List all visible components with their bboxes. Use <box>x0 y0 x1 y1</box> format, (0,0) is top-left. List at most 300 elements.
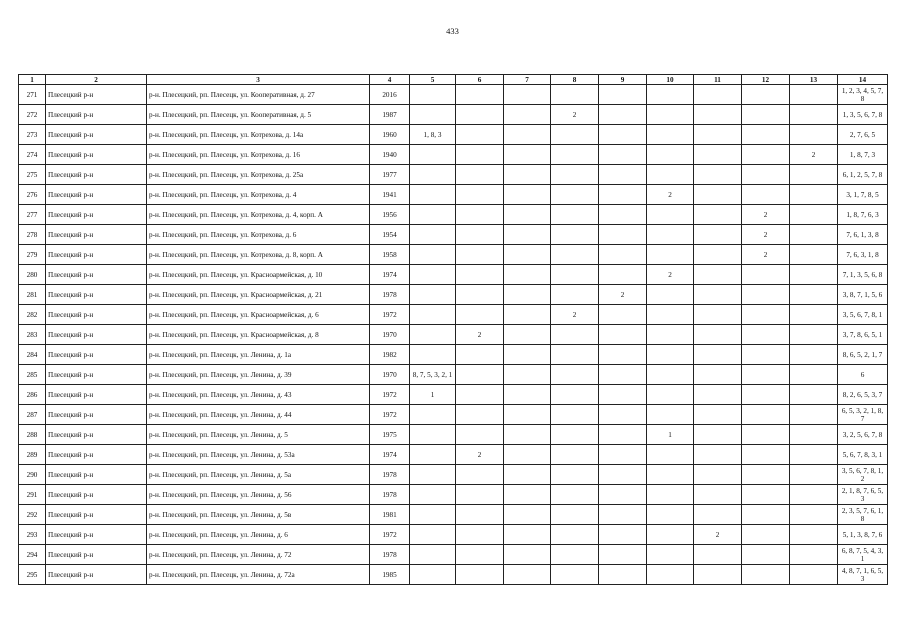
table-cell: 2 <box>742 205 790 225</box>
table-cell <box>647 465 694 485</box>
table-cell: 2016 <box>370 85 410 105</box>
table-cell <box>790 465 838 485</box>
table-cell: 2 <box>551 105 599 125</box>
table-cell <box>504 405 551 425</box>
table-row <box>19 425 888 445</box>
table-cell <box>504 525 551 545</box>
table-cell: 3, 1, 7, 8, 5 <box>838 185 888 205</box>
table-cell <box>694 485 742 505</box>
table-cell: 2 <box>742 245 790 265</box>
table-cell: 7, 1, 3, 5, 6, 8 <box>838 265 888 285</box>
table-row <box>19 105 888 125</box>
table-cell <box>790 325 838 345</box>
table-cell: 7, 6, 1, 3, 8 <box>838 225 888 245</box>
table-cell: 1954 <box>370 225 410 245</box>
table-cell <box>410 425 456 445</box>
table-cell <box>790 405 838 425</box>
table-cell <box>551 205 599 225</box>
table-cell <box>599 425 647 445</box>
table-cell <box>694 125 742 145</box>
table-cell: 1, 3, 5, 6, 7, 8 <box>838 105 888 125</box>
table-cell: 1978 <box>370 485 410 505</box>
table-cell <box>410 165 456 185</box>
table-cell <box>647 145 694 165</box>
table-row <box>19 445 888 465</box>
table-cell: Плесецкий р-н <box>46 325 147 345</box>
table-cell <box>456 545 504 565</box>
table-cell <box>504 465 551 485</box>
table-cell: 276 <box>19 185 46 205</box>
table-cell: 272 <box>19 105 46 125</box>
table-cell <box>742 385 790 405</box>
table-cell <box>790 365 838 385</box>
table-cell <box>694 305 742 325</box>
column-header: 13 <box>790 75 838 85</box>
table-cell <box>742 485 790 505</box>
table-cell <box>456 365 504 385</box>
table-cell <box>742 265 790 285</box>
table-cell <box>599 525 647 545</box>
table-cell <box>599 325 647 345</box>
table-cell: 1982 <box>370 345 410 365</box>
table-cell <box>694 565 742 585</box>
table-cell <box>456 245 504 265</box>
table-cell: 4, 8, 7, 1, 6, 5, 3 <box>838 565 888 585</box>
table-cell: р-н. Плесецкий, рп. Плесецк, ул. Кооперативная, д. 5 <box>147 105 370 125</box>
column-header: 10 <box>647 75 694 85</box>
column-header: 9 <box>599 75 647 85</box>
table-cell: Плесецкий р-н <box>46 425 147 445</box>
table-cell <box>742 145 790 165</box>
table-cell: 1, 8, 3 <box>410 125 456 145</box>
table-cell <box>410 105 456 125</box>
table-cell: 2, 1, 8, 7, 6, 5, 3 <box>838 485 888 505</box>
table-cell <box>790 245 838 265</box>
table-cell <box>599 405 647 425</box>
table-cell <box>551 185 599 205</box>
table-cell: 1985 <box>370 565 410 585</box>
table-cell: 1981 <box>370 505 410 525</box>
table-row <box>19 325 888 345</box>
table-row <box>19 85 888 105</box>
table-header <box>19 75 888 85</box>
table-cell <box>551 545 599 565</box>
table-cell: 2 <box>456 445 504 465</box>
table-cell <box>599 365 647 385</box>
table-cell <box>742 565 790 585</box>
table-cell <box>551 225 599 245</box>
table-cell: 292 <box>19 505 46 525</box>
table-cell <box>456 285 504 305</box>
table-cell <box>790 445 838 465</box>
table-row <box>19 245 888 265</box>
table-cell <box>551 165 599 185</box>
table-cell: 5, 1, 3, 8, 7, 6 <box>838 525 888 545</box>
table-cell: 1972 <box>370 305 410 325</box>
table-cell <box>551 325 599 345</box>
table-cell <box>456 145 504 165</box>
table-cell <box>410 205 456 225</box>
table-cell: 1975 <box>370 425 410 445</box>
table-cell <box>694 245 742 265</box>
table-cell <box>456 265 504 285</box>
table-cell: 1977 <box>370 165 410 185</box>
table-cell <box>599 565 647 585</box>
table-cell <box>694 85 742 105</box>
table-cell: 271 <box>19 85 46 105</box>
table-cell <box>694 425 742 445</box>
table-cell: р-н. Плесецкий, рп. Плесецк, ул. Ленина, д. 72 <box>147 545 370 565</box>
table-cell <box>410 245 456 265</box>
table-cell <box>456 165 504 185</box>
table-cell: 277 <box>19 205 46 225</box>
table-cell <box>456 565 504 585</box>
table-cell <box>694 185 742 205</box>
table-cell: Плесецкий р-н <box>46 305 147 325</box>
table-cell: р-н. Плесецкий, рп. Плесецк, ул. Ленина, д. 44 <box>147 405 370 425</box>
table-cell <box>599 465 647 485</box>
table-cell <box>410 565 456 585</box>
column-header: 12 <box>742 75 790 85</box>
table-cell: 2 <box>551 305 599 325</box>
table-cell <box>742 285 790 305</box>
table-cell: р-н. Плесецкий, рп. Плесецк, ул. Котрехова, д. 6 <box>147 225 370 245</box>
table-cell <box>742 185 790 205</box>
table-cell: 291 <box>19 485 46 505</box>
table-cell: 8, 2, 6, 5, 3, 7 <box>838 385 888 405</box>
table-cell <box>599 245 647 265</box>
table-cell <box>647 385 694 405</box>
table-cell: 1978 <box>370 545 410 565</box>
table-cell <box>410 485 456 505</box>
table-cell: 279 <box>19 245 46 265</box>
table-cell <box>599 205 647 225</box>
table-row <box>19 565 888 585</box>
table-cell <box>694 145 742 165</box>
table-cell: 2, 3, 5, 7, 6, 1, 8 <box>838 505 888 525</box>
table-cell <box>410 225 456 245</box>
table-cell: р-н. Плесецкий, рп. Плесецк, ул. Ленина, д. 5а <box>147 465 370 485</box>
table-cell: 6 <box>838 365 888 385</box>
table-cell <box>456 225 504 245</box>
table-cell: 8, 7, 5, 3, 2, 1 <box>410 365 456 385</box>
table-cell: 5, 6, 7, 8, 3, 1 <box>838 445 888 465</box>
table-cell <box>551 145 599 165</box>
table-cell: 285 <box>19 365 46 385</box>
table-cell: Плесецкий р-н <box>46 185 147 205</box>
table-cell <box>410 265 456 285</box>
table-cell <box>647 405 694 425</box>
table-cell <box>742 85 790 105</box>
table-cell <box>504 445 551 465</box>
table-cell <box>410 345 456 365</box>
table-cell: Плесецкий р-н <box>46 465 147 485</box>
table-cell <box>504 145 551 165</box>
table-cell <box>551 265 599 285</box>
table-cell <box>410 145 456 165</box>
table-cell <box>694 385 742 405</box>
table-cell <box>410 285 456 305</box>
table-cell <box>647 345 694 365</box>
table-cell <box>504 385 551 405</box>
table-cell: 282 <box>19 305 46 325</box>
column-header: 1 <box>19 75 46 85</box>
table-cell: 1978 <box>370 465 410 485</box>
table-cell <box>742 505 790 525</box>
table-cell <box>504 85 551 105</box>
table-cell: р-н. Плесецкий, рп. Плесецк, ул. Ленина, д. 5в <box>147 505 370 525</box>
table-cell: Плесецкий р-н <box>46 245 147 265</box>
table-cell <box>504 285 551 305</box>
table-cell <box>742 365 790 385</box>
column-header: 14 <box>838 75 888 85</box>
table-cell: 278 <box>19 225 46 245</box>
table-cell <box>410 465 456 485</box>
table-cell <box>504 265 551 285</box>
table-cell: 2, 7, 6, 5 <box>838 125 888 145</box>
table-cell <box>456 305 504 325</box>
table-cell <box>551 285 599 305</box>
table-cell: 289 <box>19 445 46 465</box>
column-header: 2 <box>46 75 147 85</box>
table-cell <box>599 385 647 405</box>
table-cell <box>504 365 551 385</box>
table-cell: р-н. Плесецкий, рп. Плесецк, ул. Ленина, д. 5 <box>147 425 370 445</box>
table-cell <box>742 345 790 365</box>
table-cell <box>410 325 456 345</box>
table-cell <box>647 505 694 525</box>
table-cell: 1987 <box>370 105 410 125</box>
table-cell: 1970 <box>370 325 410 345</box>
table-cell <box>694 365 742 385</box>
column-header: 6 <box>456 75 504 85</box>
table-cell: Плесецкий р-н <box>46 225 147 245</box>
table-cell: Плесецкий р-н <box>46 365 147 385</box>
table-cell <box>456 505 504 525</box>
table-cell <box>647 485 694 505</box>
table-cell <box>410 445 456 465</box>
table-cell <box>551 405 599 425</box>
table-cell <box>410 405 456 425</box>
table-row <box>19 145 888 165</box>
table-cell <box>456 125 504 145</box>
table-cell <box>456 425 504 445</box>
table-cell <box>647 245 694 265</box>
table-cell <box>647 125 694 145</box>
table-cell: 290 <box>19 465 46 485</box>
table-cell: 1972 <box>370 385 410 405</box>
table-cell: 1972 <box>370 525 410 545</box>
table-cell <box>456 405 504 425</box>
table-cell <box>647 165 694 185</box>
table-cell: 286 <box>19 385 46 405</box>
table-cell: 7, 6, 3, 1, 8 <box>838 245 888 265</box>
table-cell <box>742 105 790 125</box>
table-cell <box>504 545 551 565</box>
table-cell <box>742 165 790 185</box>
table-cell <box>790 545 838 565</box>
table-cell <box>647 305 694 325</box>
table-cell <box>551 425 599 445</box>
table-cell <box>504 245 551 265</box>
table-cell: Плесецкий р-н <box>46 565 147 585</box>
table-cell: 284 <box>19 345 46 365</box>
table-cell <box>647 565 694 585</box>
table-cell <box>790 85 838 105</box>
table-cell <box>504 485 551 505</box>
table-cell <box>599 505 647 525</box>
table-cell <box>742 465 790 485</box>
table-cell <box>410 85 456 105</box>
column-header: 3 <box>147 75 370 85</box>
table-cell: 2 <box>456 325 504 345</box>
table-row <box>19 205 888 225</box>
table-row <box>19 505 888 525</box>
table-cell: 6, 5, 3, 2, 1, 8, 7 <box>838 405 888 425</box>
table-cell <box>410 525 456 545</box>
table-cell <box>551 85 599 105</box>
table-cell: р-н. Плесецкий, рп. Плесецк, ул. Ленина, д. 39 <box>147 365 370 385</box>
table-cell <box>742 305 790 325</box>
table-cell <box>790 165 838 185</box>
table-cell <box>647 205 694 225</box>
table-cell: р-н. Плесецкий, рп. Плесецк, ул. Ленина, д. 6 <box>147 525 370 545</box>
column-header: 8 <box>551 75 599 85</box>
table-cell <box>504 105 551 125</box>
table-row <box>19 345 888 365</box>
table-cell <box>456 85 504 105</box>
table-cell <box>742 445 790 465</box>
table-cell: 1974 <box>370 445 410 465</box>
table-cell <box>504 185 551 205</box>
table-cell <box>551 385 599 405</box>
table-cell <box>599 545 647 565</box>
table-cell: 1, 8, 7, 3 <box>838 145 888 165</box>
table-cell: Плесецкий р-н <box>46 125 147 145</box>
table-cell <box>790 105 838 125</box>
table-cell: 1 <box>410 385 456 405</box>
table-cell <box>694 465 742 485</box>
table-cell <box>551 465 599 485</box>
table-cell <box>790 345 838 365</box>
table-cell: р-н. Плесецкий, рп. Плесецк, ул. Котрехова, д. 25а <box>147 165 370 185</box>
table-cell: 1941 <box>370 185 410 205</box>
table-cell: Плесецкий р-н <box>46 385 147 405</box>
table-cell: 273 <box>19 125 46 145</box>
table-cell: 295 <box>19 565 46 585</box>
table-cell <box>790 285 838 305</box>
table-cell <box>790 525 838 545</box>
table-cell <box>647 85 694 105</box>
table-cell <box>647 365 694 385</box>
table-cell <box>551 365 599 385</box>
table-cell: 3, 5, 6, 7, 8, 1 <box>838 305 888 325</box>
table-cell <box>742 405 790 425</box>
table-row <box>19 465 888 485</box>
table-cell <box>599 305 647 325</box>
table-cell: р-н. Плесецкий, рп. Плесецк, ул. Котрехова, д. 4 <box>147 185 370 205</box>
table-cell: 287 <box>19 405 46 425</box>
table-cell <box>694 225 742 245</box>
table-cell: р-н. Плесецкий, рп. Плесецк, ул. Котрехова, д. 14а <box>147 125 370 145</box>
table-cell <box>742 325 790 345</box>
table-cell <box>456 385 504 405</box>
table-cell: р-н. Плесецкий, рп. Плесецк, ул. Котрехова, д. 8, корп. А <box>147 245 370 265</box>
table-cell: 1960 <box>370 125 410 145</box>
table-row <box>19 265 888 285</box>
table-cell: 2 <box>742 225 790 245</box>
table-cell: р-н. Плесецкий, рп. Плесецк, ул. Котрехова, д. 4, корп. А <box>147 205 370 225</box>
table-cell <box>410 305 456 325</box>
table-cell <box>647 285 694 305</box>
table-cell <box>742 525 790 545</box>
table-cell <box>647 325 694 345</box>
table-cell: 6, 8, 7, 5, 4, 3, 1 <box>838 545 888 565</box>
table-cell: 2 <box>599 285 647 305</box>
table-row <box>19 285 888 305</box>
table-row <box>19 405 888 425</box>
table-cell: 288 <box>19 425 46 445</box>
table-body <box>19 85 888 585</box>
table-cell <box>647 545 694 565</box>
table-cell <box>504 125 551 145</box>
column-header: 7 <box>504 75 551 85</box>
table-cell: Плесецкий р-н <box>46 165 147 185</box>
table-cell: 2 <box>694 525 742 545</box>
table-row <box>19 225 888 245</box>
table-cell <box>694 545 742 565</box>
table-cell <box>694 105 742 125</box>
table-cell <box>504 565 551 585</box>
table-cell <box>694 205 742 225</box>
table-row <box>19 525 888 545</box>
table-cell: 2 <box>790 145 838 165</box>
table-cell: 274 <box>19 145 46 165</box>
table-row <box>19 125 888 145</box>
table-cell: Плесецкий р-н <box>46 205 147 225</box>
table-cell: 1 <box>647 425 694 445</box>
table-cell <box>456 185 504 205</box>
table-cell: р-н. Плесецкий, рп. Плесецк, ул. Красноармейская, д. 6 <box>147 305 370 325</box>
table-row <box>19 305 888 325</box>
table-cell <box>790 185 838 205</box>
table-cell <box>410 505 456 525</box>
table-cell: р-н. Плесецкий, рп. Плесецк, ул. Красноармейская, д. 21 <box>147 285 370 305</box>
column-header: 4 <box>370 75 410 85</box>
table-cell: р-н. Плесецкий, рп. Плесецк, ул. Ленина, д. 72а <box>147 565 370 585</box>
table-cell: р-н. Плесецкий, рп. Плесецк, ул. Кооперативная, д. 27 <box>147 85 370 105</box>
table-cell <box>694 165 742 185</box>
table-cell <box>504 345 551 365</box>
table-cell: 6, 1, 2, 5, 7, 8 <box>838 165 888 185</box>
table-cell <box>504 165 551 185</box>
table-cell <box>504 425 551 445</box>
table-row <box>19 385 888 405</box>
table-cell <box>551 505 599 525</box>
table-cell: 1970 <box>370 365 410 385</box>
table-cell <box>694 505 742 525</box>
table-cell <box>647 225 694 245</box>
table-cell <box>456 205 504 225</box>
table-cell <box>742 125 790 145</box>
column-header: 11 <box>694 75 742 85</box>
table-cell: Плесецкий р-н <box>46 505 147 525</box>
table-cell: 1, 8, 7, 6, 3 <box>838 205 888 225</box>
table-row <box>19 365 888 385</box>
table-cell <box>410 545 456 565</box>
table-cell: р-н. Плесецкий, рп. Плесецк, ул. Красноармейская, д. 10 <box>147 265 370 285</box>
table-cell <box>742 425 790 445</box>
